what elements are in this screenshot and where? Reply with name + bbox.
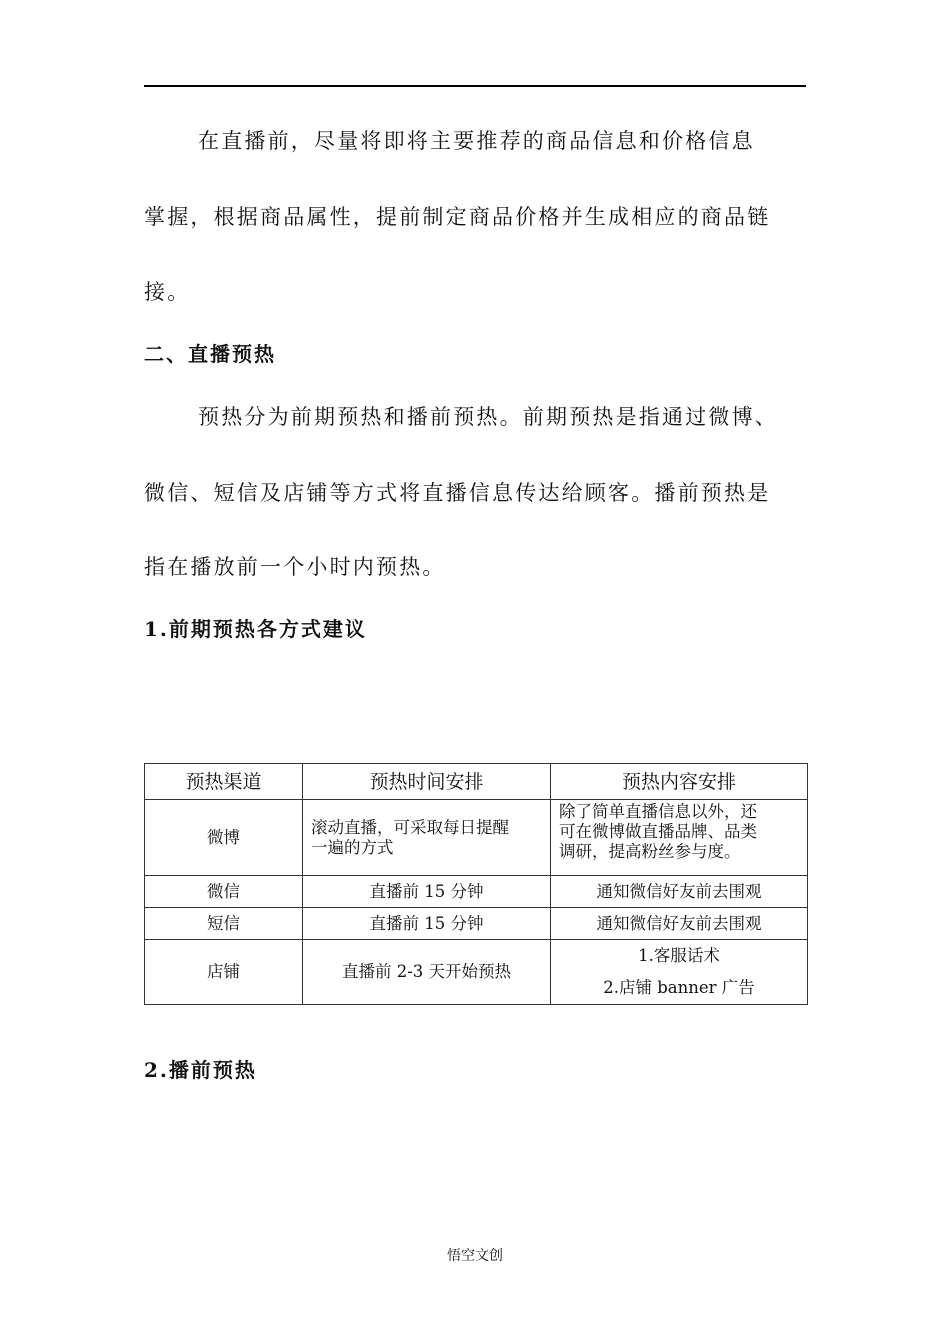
- cell-timing: [303, 800, 551, 876]
- intro-line-3: 接。: [144, 280, 191, 304]
- cell-content: [551, 800, 808, 876]
- table-row: [145, 800, 808, 876]
- cell-content: 通知微信好友前去围观: [551, 876, 808, 908]
- table-row: [145, 940, 808, 1005]
- warmup-line-2: 微信、短信及店铺等方式将直播信息传达给顾客。播前预热是: [144, 481, 771, 505]
- cell-content-line: 除了简单直播信息以外，还: [559, 802, 757, 821]
- intro-line-1: 在直播前，尽量将即将主要推荐的商品信息和价格信息: [198, 129, 755, 153]
- warmup-channel-table: [144, 763, 808, 1005]
- cell-channel: 微信: [145, 876, 303, 908]
- header-rule: [144, 85, 806, 87]
- header-timing: 预热时间安排: [303, 764, 551, 800]
- cell-channel: 短信: [145, 908, 303, 940]
- cell-timing-line: 一遍的方式: [311, 837, 394, 857]
- cell-timing-line: 滚动直播，可采取每日提醒: [311, 817, 509, 837]
- cell-timing: 直播前 15 分钟: [303, 908, 551, 940]
- cell-channel: 微博: [145, 800, 303, 876]
- table-header-row: [145, 764, 808, 800]
- header-channel: 预热渠道: [145, 764, 303, 800]
- cell-channel: 店铺: [145, 940, 303, 1005]
- cell-timing: 直播前 2-3 天开始预热: [303, 940, 551, 1005]
- subheading-early-warmup: 1.前期预热各方式建议: [144, 617, 367, 641]
- warmup-line-3: 指在播放前一个小时内预热。: [144, 555, 446, 579]
- page-footer: 悟空文创: [447, 1248, 503, 1264]
- cell-content-line: 2.店铺 banner 广告: [603, 978, 755, 997]
- table-row: [145, 908, 808, 940]
- table-row: [145, 876, 808, 908]
- cell-content: [551, 940, 808, 1005]
- intro-line-2: 掌握，根据商品属性，提前制定商品价格并生成相应的商品链: [144, 205, 771, 229]
- warmup-line-1: 预热分为前期预热和播前预热。前期预热是指通过微博、: [198, 405, 778, 429]
- subheading-prebroadcast-warmup: 2.播前预热: [144, 1058, 257, 1082]
- cell-timing: 直播前 15 分钟: [303, 876, 551, 908]
- section-heading-warmup: 二、直播预热: [144, 342, 276, 366]
- cell-content: 通知微信好友前去围观: [551, 908, 808, 940]
- cell-content-line: 调研，提高粉丝参与度。: [559, 842, 741, 861]
- cell-content-line: 1.客服话术: [638, 946, 720, 965]
- header-content: 预热内容安排: [551, 764, 808, 800]
- cell-content-line: 可在微博做直播品牌、品类: [559, 822, 757, 841]
